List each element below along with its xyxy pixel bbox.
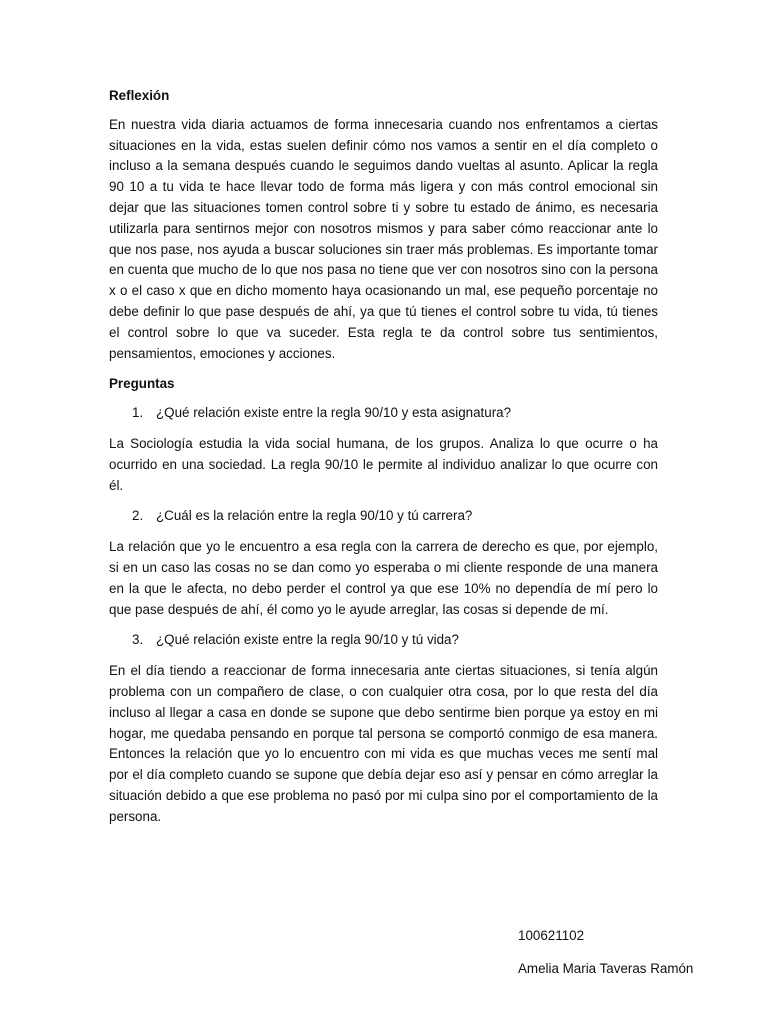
question-number: 3.	[132, 632, 144, 648]
question-number: 1.	[132, 405, 144, 421]
answer-2: La relación que yo le encuentro a esa regla con la carrera de derecho es que, por ejemplo, si en un caso las cosas no se dan como yo esperaba o mi cliente responde de una manera en la que le afecta, no debo perder el control ya que ese 10% no dependía de mí pero lo que pase después de ahí, él como yo le ayude arreglar, las cosas si depende de mí.	[109, 539, 658, 617]
questions-heading: Preguntas	[109, 376, 175, 392]
question-1	[109, 403, 658, 424]
question-number: 2.	[132, 508, 144, 524]
question-text: ¿Qué relación existe entre la regla 90/10 y esta asignatura?	[156, 405, 512, 421]
question-2	[109, 506, 658, 527]
document-body	[109, 86, 658, 828]
question-text: ¿Qué relación existe entre la regla 90/10 y tú vida?	[156, 632, 459, 648]
author-name: Amelia Maria Taveras Ramón	[518, 961, 694, 976]
answer-3: En el día tiendo a reaccionar de forma innecesaria ante ciertas situaciones, si tenía algún problema con un compañero de clase, o con cualquier otra cosa, por lo que resta del día incluso al llegar a casa en donde se supone que debo sentirme bien porque ya estoy en mi hogar, me quedaba pensando en porque tal persona se comportó conmigo de esa manera. Entonces la relación que yo lo encuentro con mi vida es que muchas veces me sentí mal por el día completo cuando se supone que debía dejar eso así y pensar en cómo arreglar la situación debido a que ese problema no pasó por mi culpa sino por el comportamiento de la persona.	[109, 663, 658, 824]
question-3	[109, 630, 658, 651]
reflection-heading: Reflexión	[109, 88, 170, 103]
reflection-paragraph: En nuestra vida diaria actuamos de forma innecesaria cuando nos enfrentamos a ciertas situaciones en la vida, estas suelen definir cómo nos vamos a sentir en el día completo o incluso a la semana después cuando le seguimos dando vueltas al asunto. Aplicar la regla 90 10 a tu vida te hace llevar todo de forma más ligera y con más control emocional sin dejar que las situaciones tomen control sobre ti y sobre tu estado de ánimo, es necesaria utilizarla para sentirnos mejor con nosotros mismos y para saber cómo reaccionar ante lo que nos pase, nos ayuda a buscar soluciones sin traer más problemas. Es importante tomar en cuenta que mucho de lo que nos pasa no tiene que ver con nosotros sino con la persona x o el caso x que en dicho momento haya ocasionando un mal, ese pequeño porcentaje no debe definir lo que pase después de ahí, ya que tú tienes el control sobre tu vida, tú tienes el control sobre lo que va suceder. Esta regla te da control sobre tus sentimientos, pensamientos, emociones y acciones.	[109, 116, 658, 361]
student-id: 100621102	[518, 928, 585, 943]
answer-1: La Sociología estudia la vida social humana, de los grupos. Analiza lo que ocurre o ha ocurrido en una sociedad. La regla 90/10 le permite al individuo analizar lo que ocurre con él.	[109, 435, 658, 493]
question-text: ¿Cuál es la relación entre la regla 90/10 y tú carrera?	[156, 508, 473, 524]
